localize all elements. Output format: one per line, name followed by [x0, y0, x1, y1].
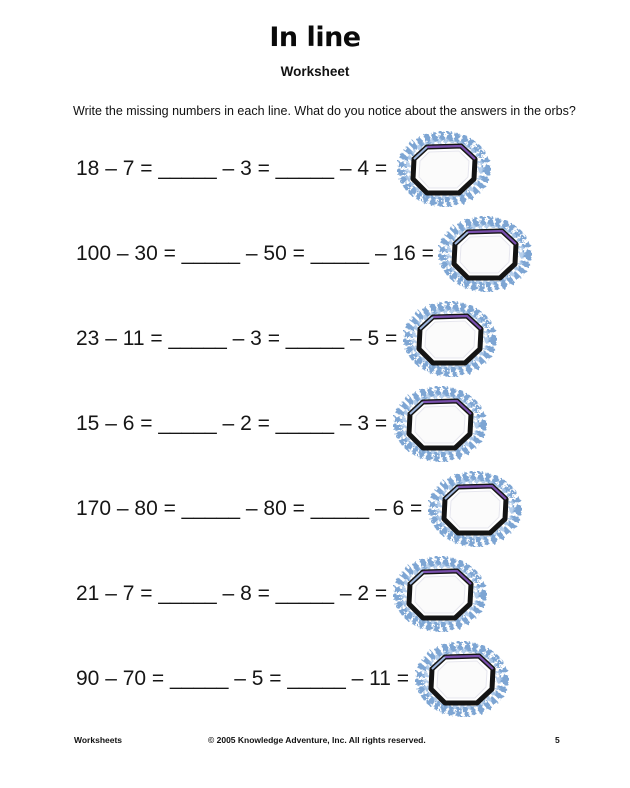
answer-orb-icon — [393, 556, 487, 632]
problem-line-5 — [76, 484, 522, 534]
answer-orb-icon — [403, 301, 497, 377]
problem-equation: 170 – 80 = _____ – 80 = _____ – 6 = — [76, 497, 423, 520]
answer-orb-icon — [393, 386, 487, 462]
footer-page-number: 5 — [555, 735, 560, 745]
problem-equation: 21 – 7 = _____ – 8 = _____ – 2 = — [76, 582, 388, 605]
problem-line-7 — [76, 654, 509, 704]
problem-equation: 23 – 11 = _____ – 3 = _____ – 5 = — [76, 327, 398, 350]
worksheet-title: In line — [269, 22, 361, 53]
problem-equation: 15 – 6 = _____ – 2 = _____ – 3 = — [76, 412, 388, 435]
problem-equation: 100 – 30 = _____ – 50 = _____ – 16 = — [76, 242, 434, 265]
problem-equation: 90 – 70 = _____ – 5 = _____ – 11 = — [76, 667, 409, 690]
problem-line-3 — [76, 314, 497, 364]
problem-line-2 — [76, 229, 532, 279]
footer-copyright: © 2005 Knowledge Adventure, Inc. All rights reserved. — [208, 735, 426, 745]
answer-orb-icon — [415, 641, 509, 717]
answer-orb-icon — [397, 131, 491, 207]
instructions-text: Write the missing numbers in each line. What do you notice about the answers in the orbs? — [73, 104, 576, 118]
footer-label: Worksheets — [74, 735, 123, 745]
problem-equation: 18 – 7 = _____ – 3 = _____ – 4 = — [76, 157, 388, 180]
problem-line-6 — [76, 569, 487, 619]
worksheet-subtitle: Worksheet — [280, 64, 350, 79]
problem-line-1 — [76, 144, 491, 194]
problem-line-4 — [76, 399, 487, 449]
answer-orb-icon — [438, 216, 532, 292]
answer-orb-icon — [428, 471, 522, 547]
